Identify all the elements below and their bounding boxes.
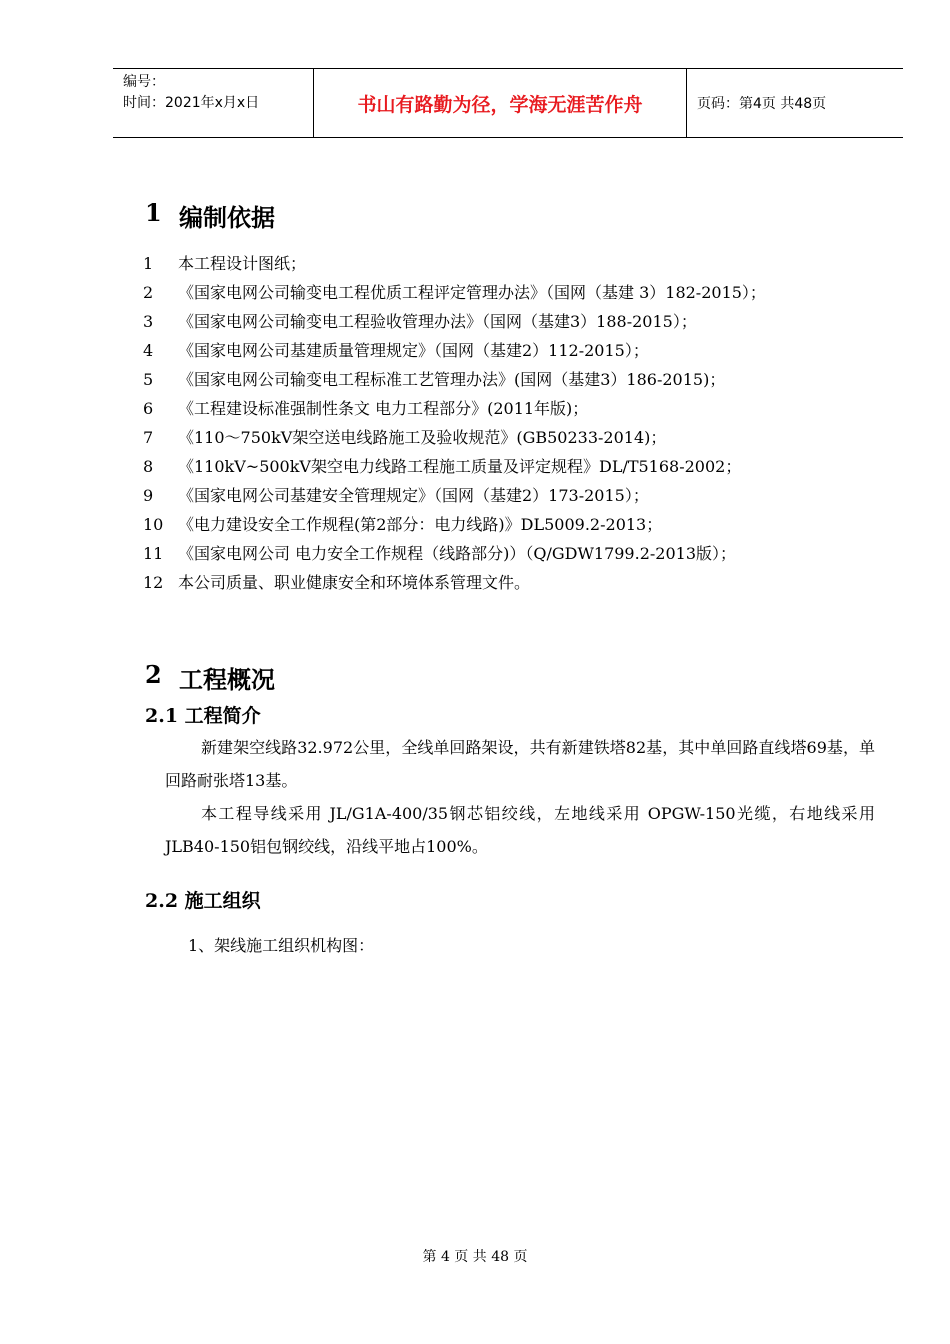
list-item-text: 《110～750kV架空送电线路施工及验收规范》(GB50233-2014)；: [178, 428, 667, 447]
list-item: [143, 394, 878, 423]
subsection-heading-2-1: 2.1 工程简介: [145, 705, 261, 727]
list-item-text: 《国家电网公司 电力安全工作规程（线路部分)）（Q/GDW1799.2-2013版）；: [178, 544, 737, 563]
list-item-text: 《国家电网公司基建质量管理规定》（国网（基建2）112-2015）；: [178, 341, 649, 360]
list-item-number: 1: [143, 254, 154, 273]
list-item-number: 6: [143, 399, 154, 418]
subsection-heading-2-2: 2.2 施工组织: [145, 890, 261, 912]
paragraph-overview-2: 本工程导线采用 JL/G1A-400/35钢芯铝绞线，左地线采用 OPGW-150光缆，右地线采用 JLB40-150铝包钢绞线，沿线平地占100%。: [165, 804, 875, 856]
list-item-text: 《国家电网公司基建安全管理规定》（国网（基建2）173-2015）；: [178, 486, 649, 505]
list-item: [143, 510, 878, 539]
paragraph-overview-1: 新建架空线路32.972公里，全线单回路架设，共有新建铁塔82基，其中单回路直线塔69基，单回路耐张塔13基。: [165, 738, 875, 790]
list-item-number: 12: [143, 573, 164, 592]
list-item-number: 8: [143, 457, 154, 476]
list-item-text: 本公司质量、职业健康安全和环境体系管理文件。: [178, 573, 531, 592]
list-item: [143, 481, 878, 510]
list-item: [143, 568, 878, 597]
reference-list: [143, 249, 878, 597]
list-item: [143, 307, 878, 336]
list-item: [143, 539, 878, 568]
header-meta: [113, 69, 314, 137]
list-item-number: 9: [143, 486, 154, 505]
list-item-text: 本工程设计图纸；: [178, 254, 307, 273]
list-item-text: 《工程建设标准强制性条文 电力工程部分》(2011年版)；: [178, 399, 589, 418]
list-item-text: 《国家电网公司输变电工程标准工艺管理办法》(国网（基建3）186-2015)；: [178, 370, 726, 389]
list-item: [143, 423, 878, 452]
list-item: [143, 365, 878, 394]
organization-chart-label: 1、架线施工组织机构图：: [188, 936, 375, 955]
list-item-number: 11: [143, 544, 164, 563]
header-page-info: 页码：第4页 共48页: [697, 96, 827, 112]
list-item-number: 4: [143, 341, 154, 360]
list-item-number: 2: [143, 283, 154, 302]
list-item-number: 3: [143, 312, 154, 331]
list-item-number: 7: [143, 428, 154, 447]
list-item-text: 《国家电网公司输变电工程优质工程评定管理办法》（国网（基建 3）182-2015）；: [178, 283, 766, 302]
list-item: [143, 452, 878, 481]
section-number: 2: [145, 660, 162, 689]
list-item-text: 《110kV~500kV架空电力线路工程施工质量及评定规程》DL/T5168-2002；: [178, 457, 742, 476]
list-item-number: 10: [143, 515, 164, 534]
list-item: [143, 278, 878, 307]
list-item: [143, 336, 878, 365]
header-motto: 书山有路勤为径，学海无涯苦作舟: [314, 69, 687, 137]
section-title: 工程概况: [179, 665, 275, 694]
list-item-text: 《电力建设安全工作规程(第2部分：电力线路)》DL5009.2-2013；: [178, 515, 663, 534]
page-header: [113, 68, 903, 138]
document-time-label: 时间：2021年x月x日: [123, 95, 260, 111]
section-heading-1: [145, 198, 275, 233]
section-number: 1: [145, 198, 162, 227]
list-item-number: 5: [143, 370, 154, 389]
list-item-text: 《国家电网公司输变电工程验收管理办法》（国网（基建3）188-2015）；: [178, 312, 697, 331]
section-heading-2: [145, 660, 275, 695]
page-footer: 第 4 页 共 48 页: [422, 1249, 528, 1265]
list-item: [143, 249, 878, 278]
section-title: 编制依据: [179, 203, 275, 232]
document-number-label: 编号：: [123, 74, 165, 90]
